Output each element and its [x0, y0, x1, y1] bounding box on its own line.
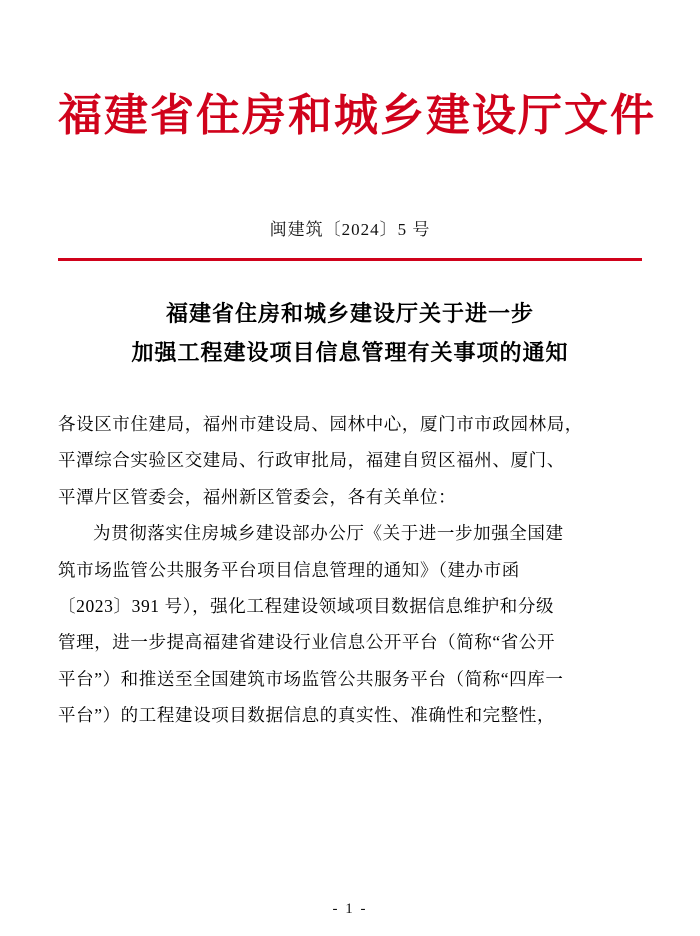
subject-line-2: 加强工程建设项目信息管理有关事项的通知 — [131, 339, 569, 365]
document-page — [0, 88, 700, 936]
body-line: 平台”）和推送至全国建筑市场监管公共服务平台（简称“四库一 — [58, 668, 564, 689]
body-line: 〔2023〕391 号），强化工程建设领域项目数据信息维护和分级 — [58, 595, 555, 616]
document-subject — [58, 295, 642, 372]
body-line: 平潭综合实验区交建局、行政审批局，福建自贸区福州、厦门、 — [58, 450, 565, 471]
body-line: 为贯彻落实住房城乡建设部办公厅《关于进一步加强全国建 — [93, 523, 564, 544]
document-number: 闽建筑〔2024〕5 号 — [269, 220, 431, 239]
body-line: 管理，进一步提高福建省建设行业信息公开平台（简称“省公开 — [58, 632, 556, 653]
page-number: - 1 - — [332, 901, 368, 917]
body-line: 平台”）的工程建设项目数据信息的真实性、准确性和完整性， — [58, 705, 556, 726]
document-title: 福建省住房和城乡建设厅文件 — [58, 91, 656, 140]
red-divider-rule — [58, 258, 642, 261]
body-line: 平潭片区管委会，福州新区管委会，各有关单位： — [58, 486, 457, 507]
body-line: 筑市场监管公共服务平台项目信息管理的通知》（建办市函 — [58, 559, 520, 580]
subject-line-1: 福建省住房和城乡建设厅关于进一步 — [165, 301, 534, 326]
body-line: 各设区市住建局，福州市建设局、园林中心，厦门市市政园林局， — [58, 414, 583, 434]
document-body — [58, 406, 642, 734]
